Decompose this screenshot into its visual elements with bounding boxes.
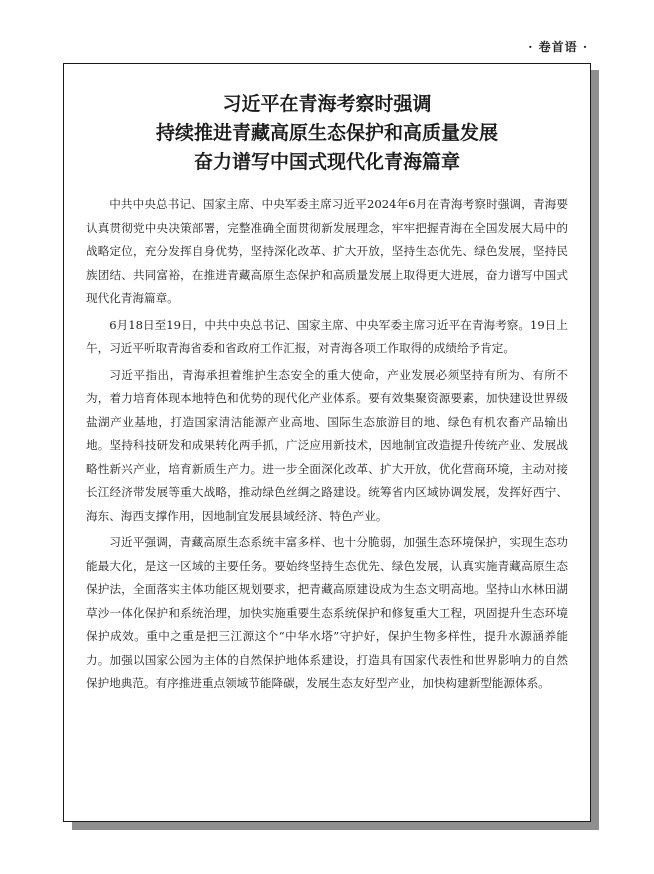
paragraph: 习近平指出，青海承担着维护生态安全的重大使命，产业发展必须坚持有所为、有所不为，着力培育体现本地特色和优势的现代化产业体系。要有效集聚资源要素，加快建设世界级盐湖产业基地，打造国家清洁能源产业高地、国际生态旅游目的地、绿色有机农畜产品输出地。坚持科技研发和成果转化两手抓，广泛应用新技术，因地制宜改造提升传统产业、发展战略性新兴产业，培育新质生产力。进一步全面深化改革、扩大开放，优化营商环境，主动对接长江经济带发展等重大战略，推动绿色丝绸之路建设。统筹省内区域协调发展，发挥好西宁、海东、海西支撑作用，因地制宜发展县域经济、特色产业。: [86, 367, 568, 523]
title-line-3: 奋力谱写中国式现代化青海篇章: [193, 151, 460, 173]
article-body: [86, 193, 568, 696]
paragraph: 中共中央总书记、国家主席、中央军委主席习近平2024年6月在青海考察时强调，青海要认真贯彻党中央决策部署，完整准确全面贯彻新发展理念，牢牢把握青海在全国发展大局中的战略定位，充分发挥自身优势，坚持深化改革、扩大开放，坚持生态优先、绿色发展，坚持民族团结、共同富裕，在推进青藏高原生态保护和高质量发展上取得更大进展，奋力谱写中国式现代化青海篇章。: [86, 197, 568, 305]
article-box: [63, 63, 591, 822]
paragraph: 6月18日至19日，中共中央总书记、国家主席、中央军委主席习近平在青海考察。19日上午，习近平听取青海省委和省政府工作汇报，对青海各项工作取得的成绩给予肯定。: [86, 317, 568, 355]
title-line-1: 习近平在青海考察时强调: [222, 93, 432, 115]
column-label: · 卷首语 ·: [528, 40, 588, 54]
paragraph: 习近平强调，青藏高原生态系统丰富多样、也十分脆弱，加强生态环境保护，实现生态功能最大化，是这一区域的主要任务。要始终坚持生态优先、绿色发展，认真实施青藏高原生态保护法，全面落实主体功能区规划要求，把青藏高原建设成为生态文明高地。坚持山水林田湖草沙一体化保护和系统治理，加快实施重要生态系统保护和修复重大工程，巩固提升生态环境保护成效。重中之重是把三江源这个“中华水塔”守护好，保护生物多样性，提升水源涵养能力。加强以国家公园为主体的自然保护地体系建设，打造具有国家代表性和世界影响力的自然保护地典范。有序推进重点领域节能降碳，发展生态友好型产业，加快构建新型能源体系。: [86, 535, 568, 690]
article-title: [64, 90, 590, 177]
title-line-2: 持续推进青藏高原生态保护和高质量发展: [155, 122, 498, 144]
